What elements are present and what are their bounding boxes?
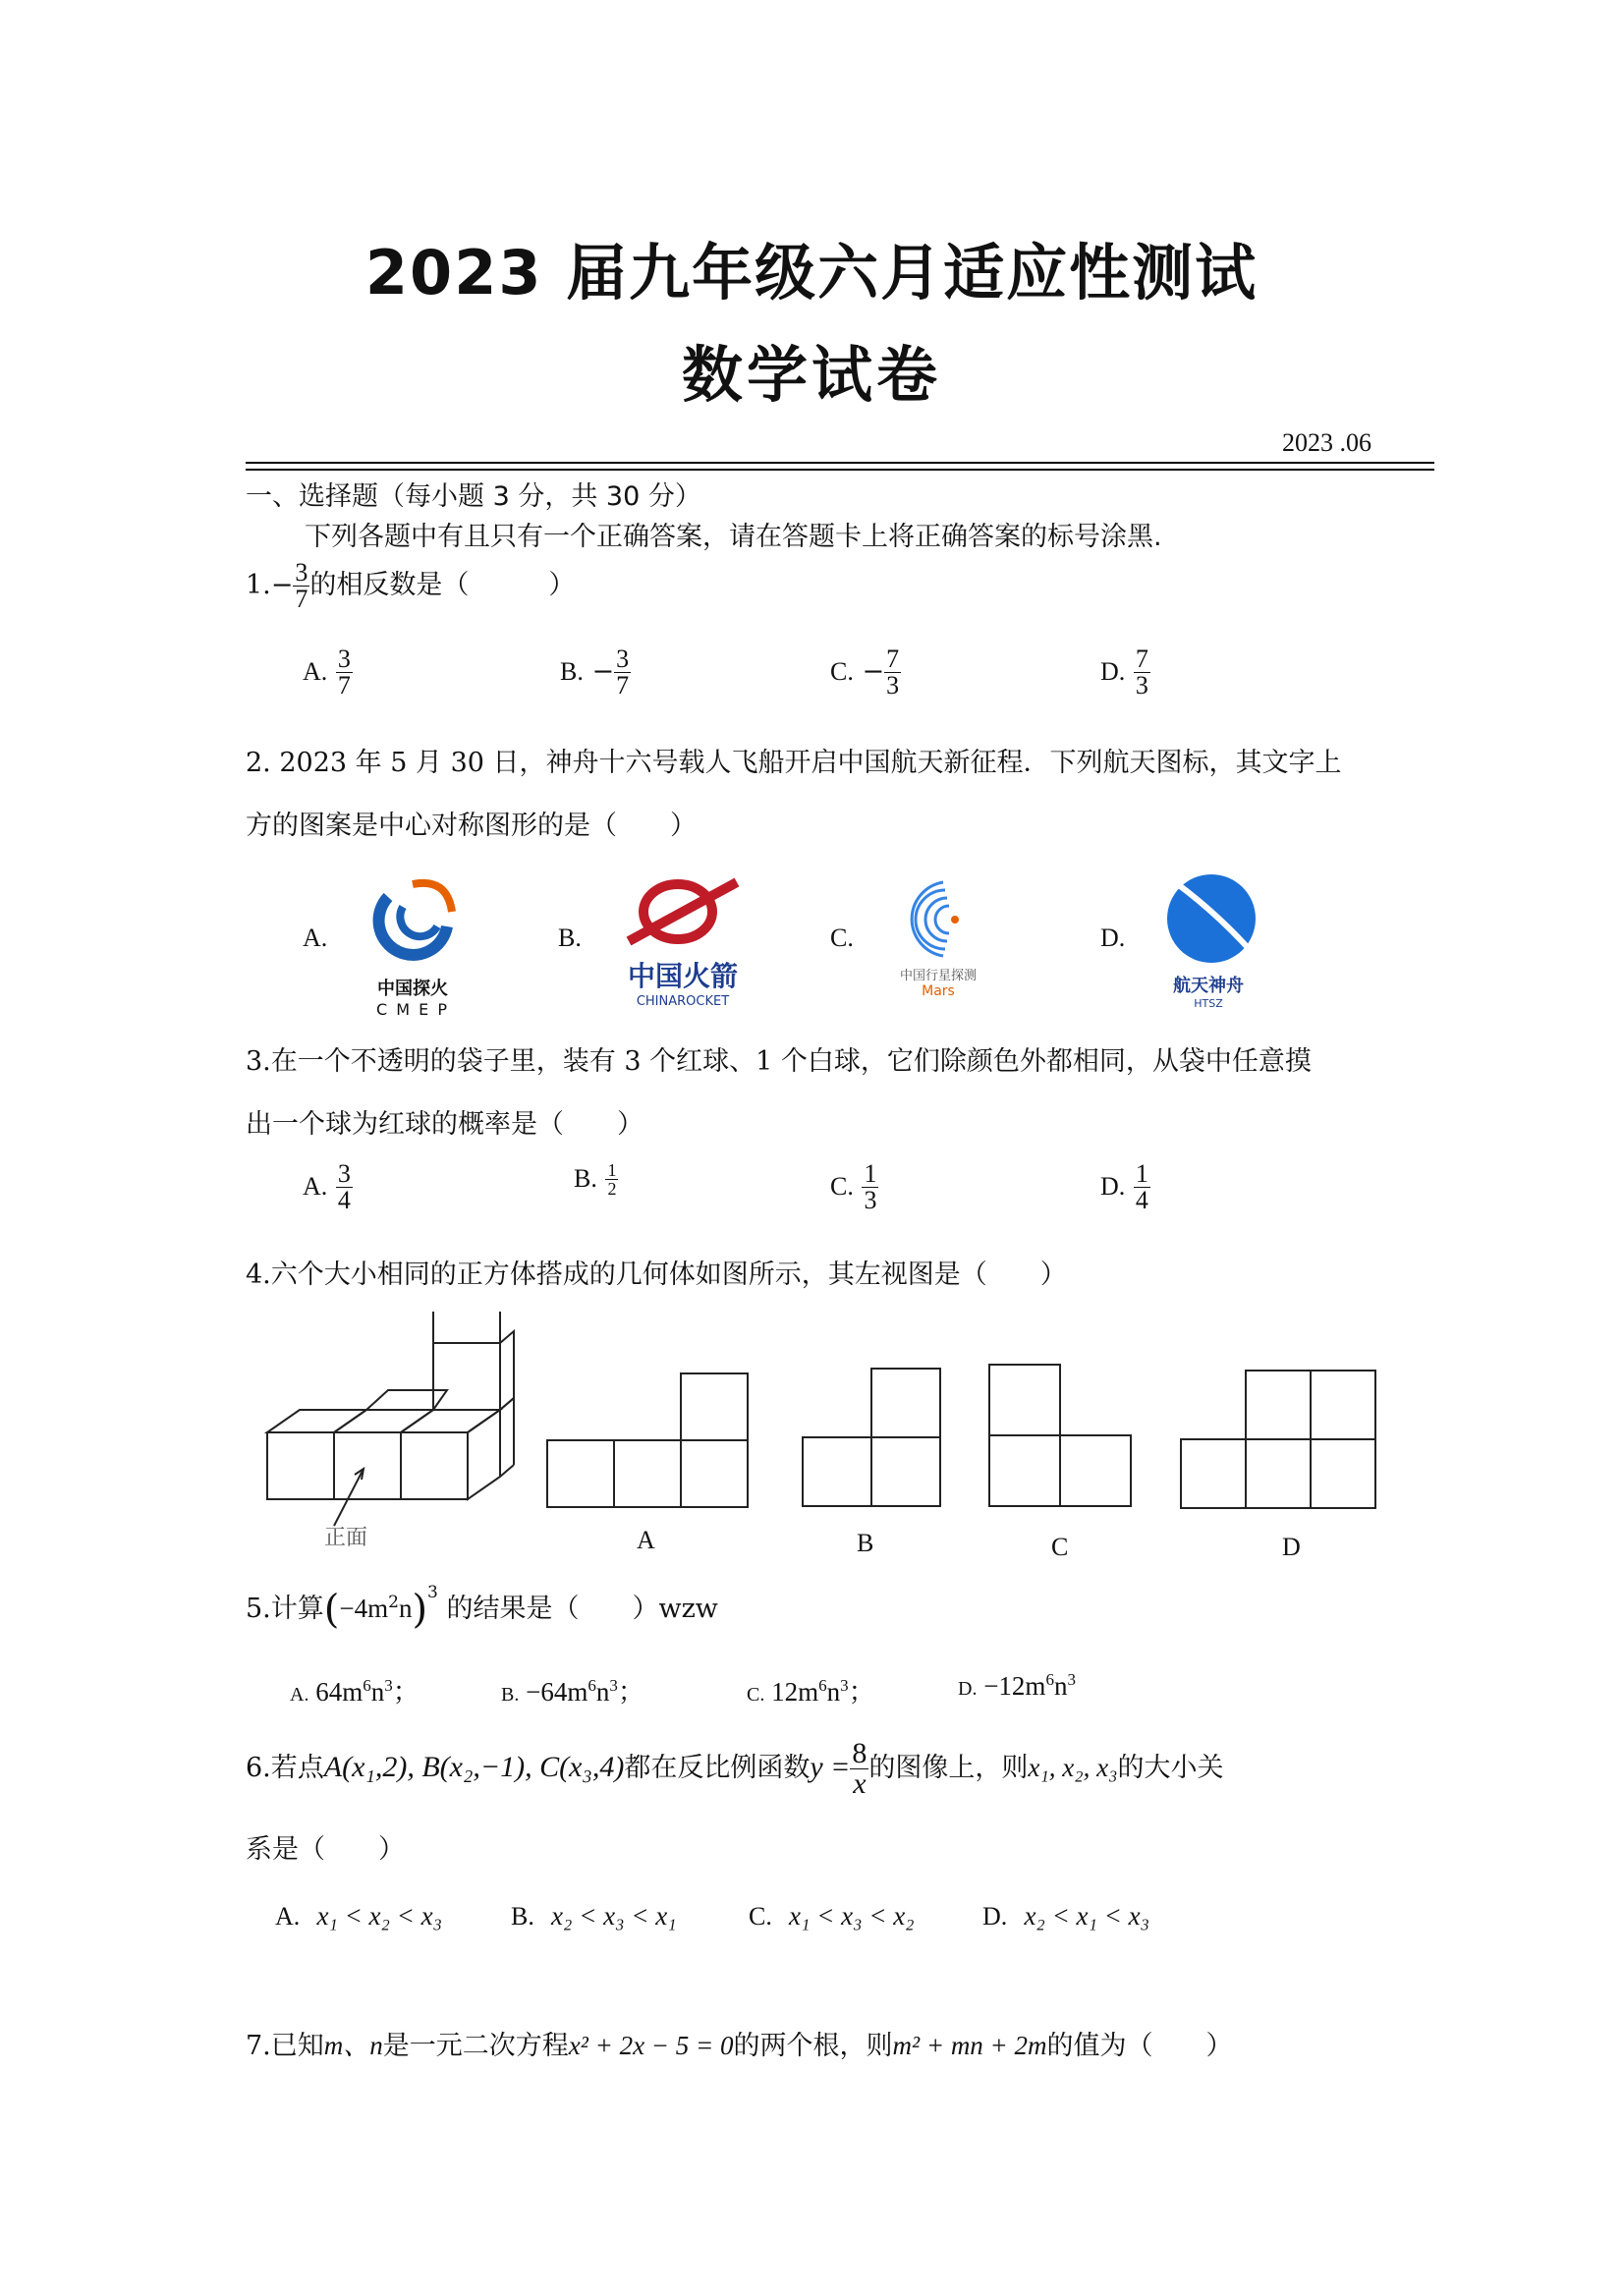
chinarocket-logo-icon (609, 872, 756, 951)
cube-stack-overlay (260, 1312, 526, 1557)
q3-option-a[interactable]: A. $\frac{3}{4}$ (303, 1159, 351, 1214)
q2-option-b-label[interactable]: B. (558, 924, 582, 952)
question-number: 1. (246, 570, 271, 600)
q5-option-b[interactable]: B. $-64m^6n^3$； (501, 1676, 644, 1707)
q6-option-a[interactable]: A. x₁ < x₂ < x₃ (275, 1901, 443, 1931)
header-rule-bottom (246, 469, 1434, 471)
question-5: 5.计算$(-4m^2n)^3$ 的结果是（ ）wzw (246, 1583, 718, 1633)
view-label-a: A (637, 1526, 655, 1554)
question-text: 的相反数是（ ） (309, 570, 576, 600)
htsz-logo: 航天神舟 HTSZ (1154, 869, 1262, 1007)
q6-option-b[interactable]: B. x₂ < x₃ < x₁ (511, 1901, 677, 1931)
q1-option-d[interactable]: D. $\frac{7}{3}$ (1100, 644, 1148, 700)
q3-option-b[interactable]: B. $\frac{1}{2}$ (574, 1160, 617, 1199)
section-instruction: 下列各题中有且只有一个正确答案，请在答题卡上将正确答案的标号涂黑. (305, 522, 1162, 552)
cmep-logo: 中国探火 C M E P (359, 872, 467, 1005)
mars-logo: 中国行星探测 Mars (884, 872, 992, 1005)
q1-option-b[interactable]: B. − $\frac{3}{7}$ (560, 644, 630, 700)
view-label-c: C (1051, 1533, 1069, 1561)
q2-option-a-label[interactable]: A. (303, 924, 328, 952)
question-4: 4.六个大小相同的正方体搭成的几何体如图所示，其左视图是（ ） (246, 1260, 1067, 1290)
header-rule-top (246, 462, 1434, 464)
question-3-line-1: 3.在一个不透明的袋子里，装有 3 个红球、1 个白球，它们除颜色外都相同，从袋中任意摸 (246, 1046, 1312, 1077)
q5-option-a[interactable]: A. $64m^6n^3$； (290, 1676, 420, 1707)
front-label: 正面 (324, 1526, 368, 1550)
question-6-line-2: 系是（ ） (246, 1834, 405, 1865)
q6-option-d[interactable]: D. x₂ < x₁ < x₃ (982, 1901, 1150, 1931)
question-3-line-2: 出一个球为红球的概率是（ ） (246, 1109, 644, 1140)
question-1 (246, 560, 575, 612)
question-2-line-1: 2. 2023 年 5 月 30 日，神舟十六号载人飞船开启中国航天新征程．下列航天图标，其文字上 (246, 748, 1342, 778)
view-option-c[interactable] (987, 1359, 1135, 1512)
q5-option-c[interactable]: C. $12m^6n^3$； (747, 1676, 875, 1707)
mars-logo-icon (884, 872, 992, 961)
view-label-d: D (1282, 1533, 1301, 1561)
exam-title: 2023 届九年级六月适应性测试 (364, 237, 1259, 308)
q1-option-c[interactable]: C. − $\frac{7}{3}$ (830, 644, 900, 700)
view-option-a[interactable] (545, 1364, 752, 1511)
q2-option-d-label[interactable]: D. (1100, 924, 1126, 952)
q6-option-c[interactable]: C. x₁ < x₃ < x₂ (749, 1901, 915, 1931)
section-heading: 一、选择题（每小题 3 分，共 30 分） (246, 481, 701, 512)
minus-sign: − (270, 570, 294, 600)
cmep-logo-icon (359, 872, 467, 971)
q3-option-c[interactable]: C. $\frac{1}{3}$ (830, 1159, 877, 1214)
exam-date: 2023 .06 (1282, 428, 1371, 457)
q1-option-a[interactable]: A. $\frac{3}{7}$ (303, 644, 351, 700)
view-option-d[interactable] (1179, 1363, 1385, 1512)
chinarocket-logo: 中国火箭 CHINAROCKET (609, 872, 756, 1005)
question-2-line-2: 方的图案是中心对称图形的是（ ） (246, 811, 697, 841)
fraction: $\frac{3}{7}$ (295, 558, 308, 613)
exam-subtitle: 数学试卷 (681, 339, 941, 411)
q5-option-d[interactable]: D. $-12m^6n^3$ (958, 1670, 1076, 1701)
q3-option-d[interactable]: D. $\frac{1}{4}$ (1100, 1159, 1148, 1214)
question-7: 7.已知m、n是一元二次方程x² + 2x − 5 = 0的两个根，则m² + mn + 2m的值为（ ） (246, 2031, 1233, 2061)
view-label-b: B (857, 1529, 874, 1557)
view-option-b[interactable] (801, 1361, 948, 1510)
q2-option-c-label[interactable]: C. (830, 924, 854, 952)
htsz-logo-icon (1154, 869, 1262, 968)
question-6-line-1: 6.若点A(x₁,2), B(x₂,−1), C(x₃,4)都在反比例函数y = $\frac{8}{x}$ 的图像上，则x₁, x₂, x₃的大小关 (246, 1737, 1224, 1800)
